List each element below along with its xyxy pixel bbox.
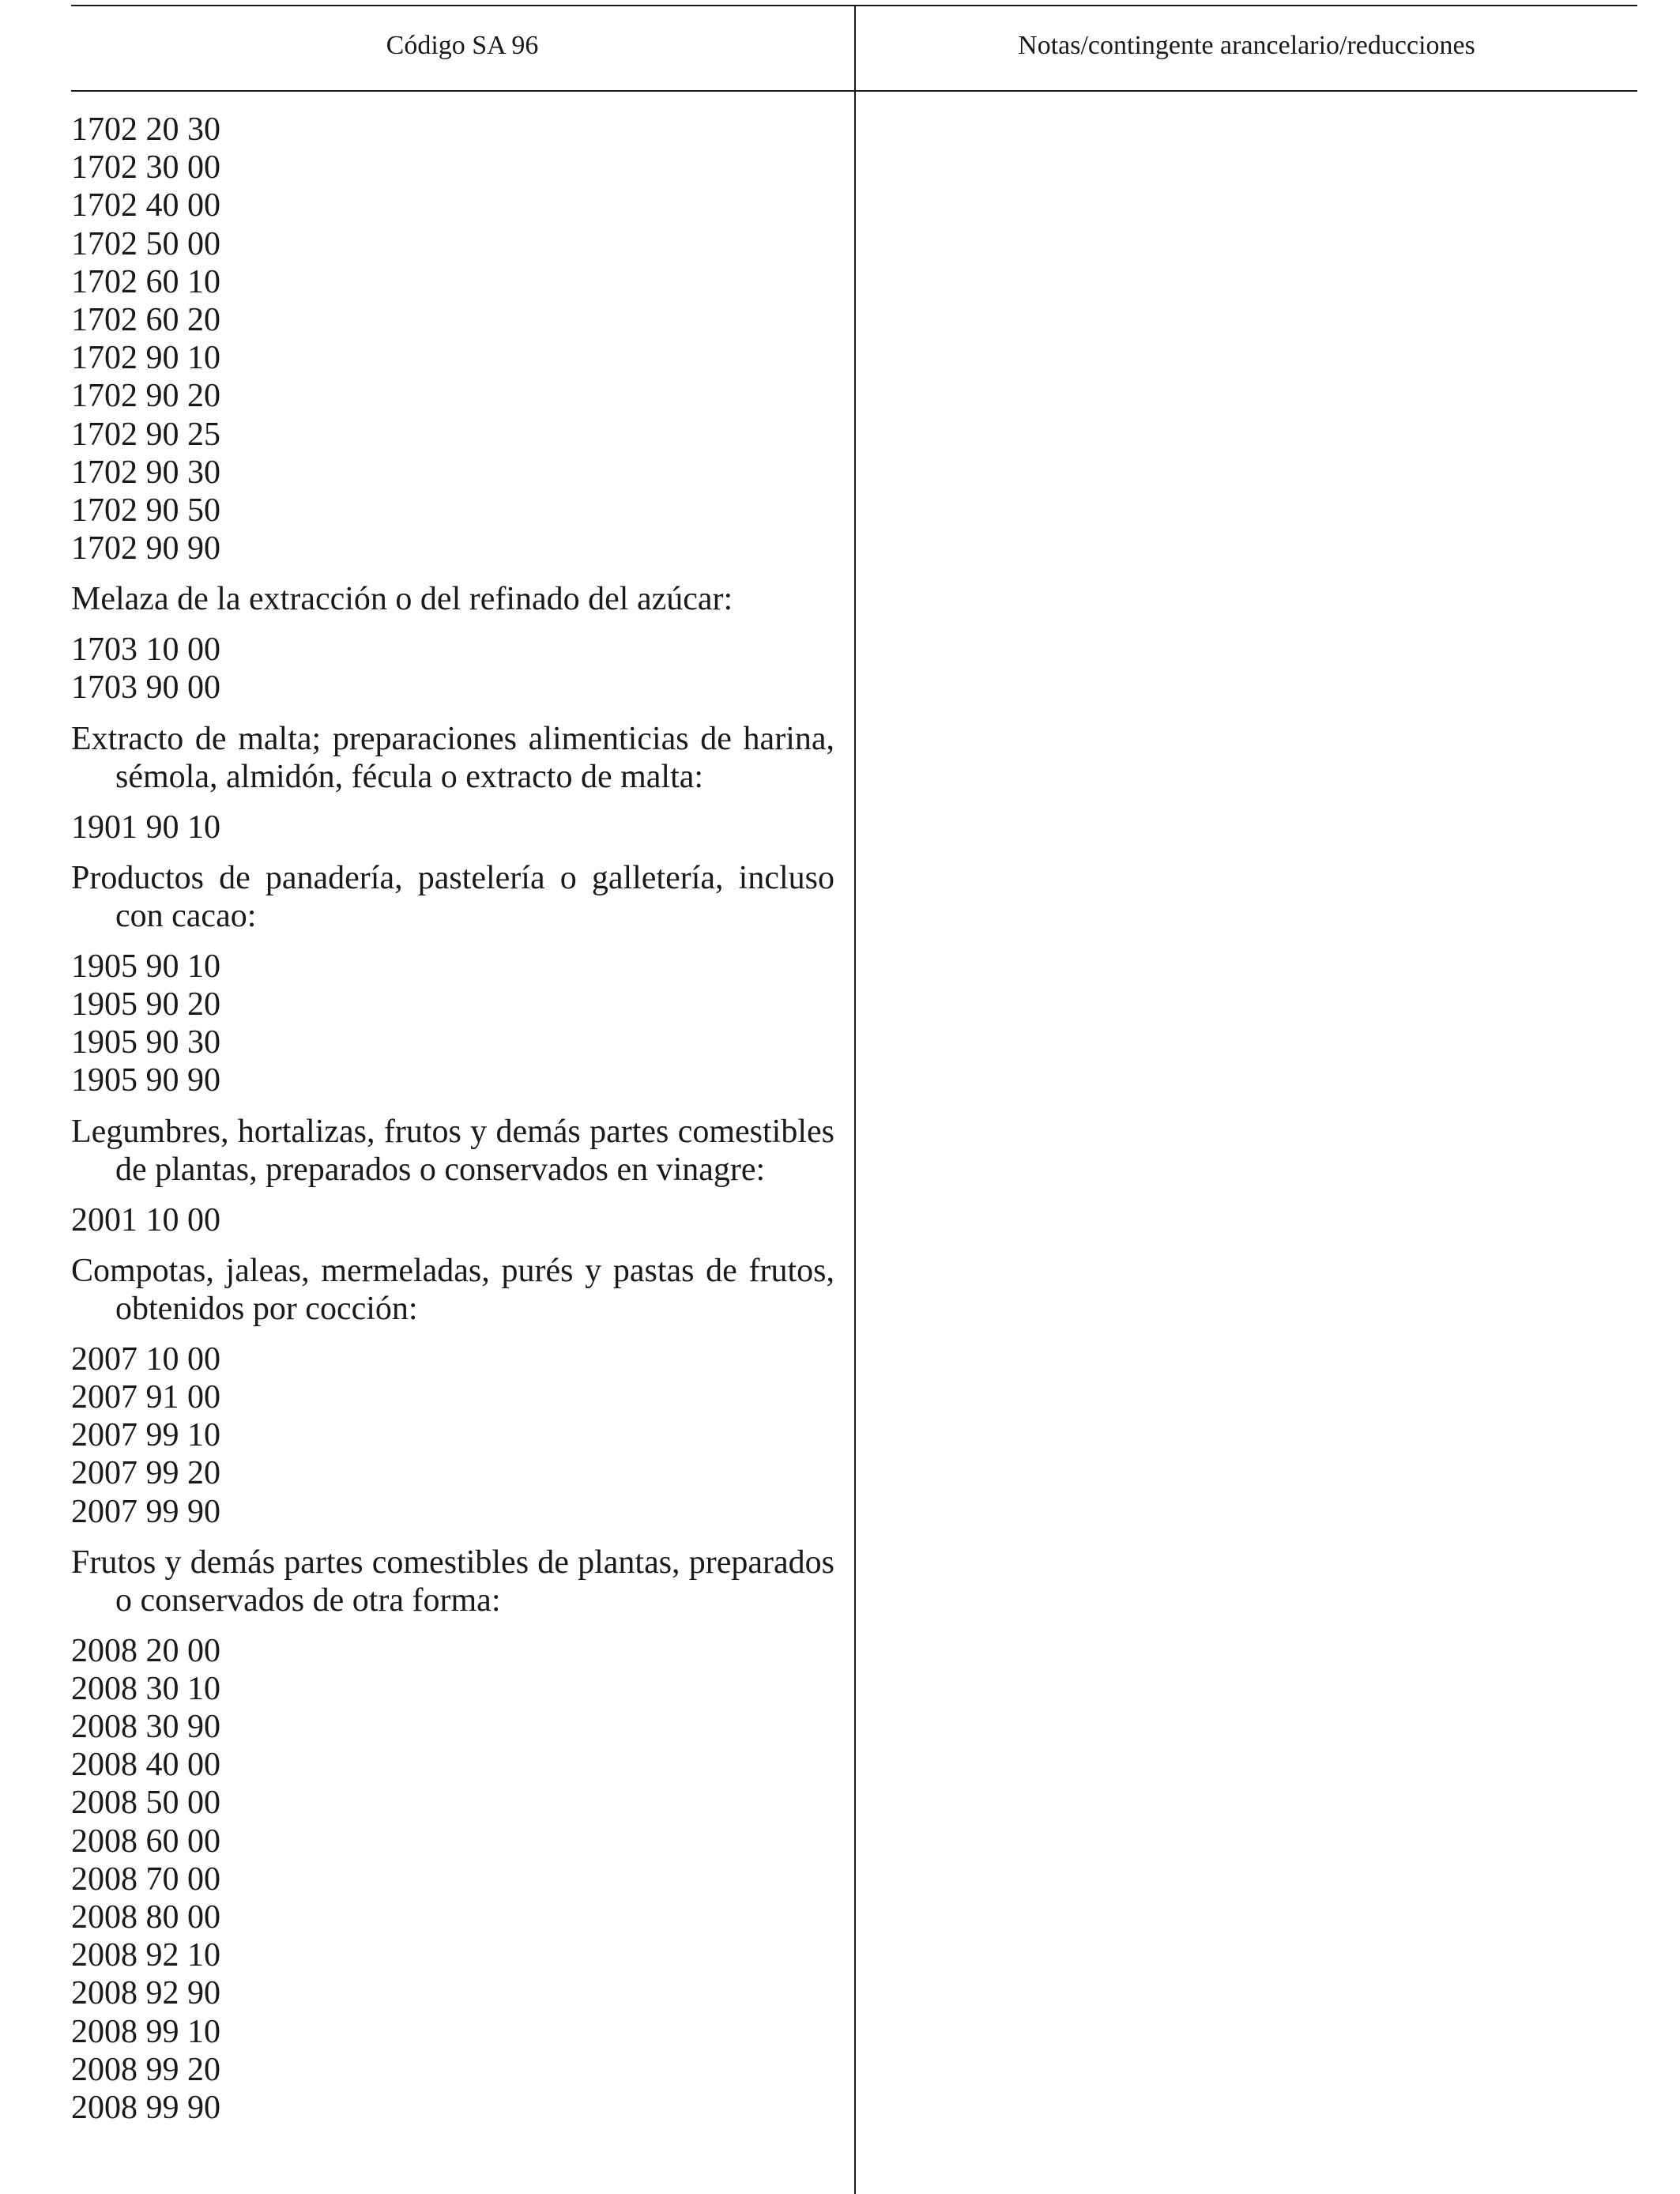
tariff-code: 1702 90 10 (71, 340, 220, 377)
tariff-code: 1702 60 10 (71, 263, 220, 300)
tariff-code: 2007 91 00 (71, 1378, 220, 1416)
tariff-code: 2007 10 00 (71, 1340, 220, 1378)
code-column (71, 111, 834, 2139)
tariff-code: 2008 20 00 (71, 1632, 220, 1669)
tariff-code: 2008 99 20 (71, 2051, 220, 2088)
tariff-code: 2007 99 20 (71, 1455, 220, 1492)
tariff-code: 2008 80 00 (71, 1899, 220, 1936)
tariff-code: 2008 92 90 (71, 1975, 220, 2012)
tariff-code: 2008 92 10 (71, 1937, 220, 1974)
tariff-code: 1702 90 25 (71, 416, 220, 453)
code-group (71, 1632, 834, 2127)
tariff-code: 2008 99 90 (71, 2089, 220, 2126)
tariff-code: 1901 90 10 (71, 809, 220, 846)
tariff-code: 1702 60 20 (71, 301, 220, 338)
tariff-code: 2008 99 10 (71, 2013, 220, 2050)
section-heading: Productos de panadería, pastelería o galletería, incluso con cacao: (71, 859, 834, 934)
tariff-code: 1905 90 10 (71, 948, 220, 985)
tariff-code: 2007 99 10 (71, 1417, 220, 1454)
section-heading: Melaza de la extracción o del refinado del azúcar: (71, 581, 733, 618)
tariff-code: 1702 90 50 (71, 492, 220, 529)
column-header-code: Código SA 96 (386, 31, 539, 60)
code-group (71, 809, 834, 846)
tariff-code: 1702 90 30 (71, 454, 220, 491)
tariff-code: 1703 90 00 (71, 669, 220, 707)
code-group (71, 631, 834, 707)
section-heading: Extracto de malta; preparaciones alimenticias de harina, sémola, almidón, fécula o extracto de malta: (71, 720, 834, 795)
tariff-code: 2008 60 00 (71, 1823, 220, 1860)
tariff-code: 1703 10 00 (71, 631, 220, 669)
tariff-code: 1702 40 00 (71, 187, 220, 224)
code-group (71, 111, 834, 567)
tariff-code: 1905 90 30 (71, 1024, 220, 1061)
tariff-code: 1905 90 90 (71, 1062, 220, 1099)
column-header-notes: Notas/contingente arancelario/reducciones (1018, 31, 1475, 60)
code-group (71, 948, 834, 1100)
tariff-code: 2001 10 00 (71, 1201, 220, 1238)
tariff-code: 2007 99 90 (71, 1493, 220, 1530)
tariff-code: 1702 30 00 (71, 149, 220, 187)
table-column-divider (854, 5, 856, 2194)
code-group (71, 1340, 834, 1531)
code-group (71, 1201, 834, 1239)
tariff-code: 1702 90 90 (71, 530, 220, 567)
tariff-code: 1702 90 20 (71, 378, 220, 415)
tariff-code: 2008 40 00 (71, 1747, 220, 1784)
tariff-code: 2008 30 90 (71, 1709, 220, 1746)
tariff-code: 2008 70 00 (71, 1860, 220, 1898)
tariff-code: 2008 50 00 (71, 1785, 220, 1822)
section-heading: Compotas, jaleas, mermeladas, purés y pastas de frutos, obtenidos por cocción: (71, 1252, 834, 1327)
section-heading: Frutos y demás partes comestibles de plantas, preparados o conservados de otra forma: (71, 1544, 834, 1619)
tariff-code: 1702 20 30 (71, 111, 220, 148)
tariff-code: 1702 50 00 (71, 225, 220, 262)
tariff-code: 2008 30 10 (71, 1670, 220, 1707)
section-heading: Legumbres, hortalizas, frutos y demás partes comestibles de plantas, preparados o conservados en vinagre: (71, 1113, 834, 1188)
tariff-code: 1905 90 20 (71, 986, 220, 1023)
